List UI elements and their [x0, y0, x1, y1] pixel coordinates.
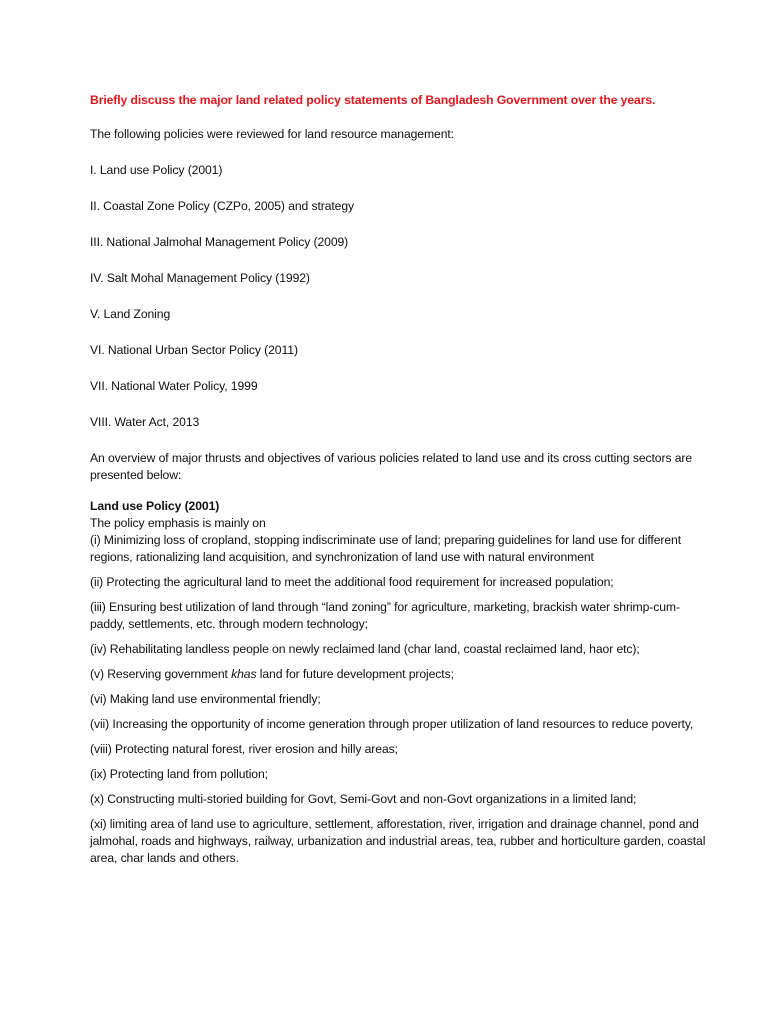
- objective-v-suffix: land for future development projects;: [256, 667, 454, 681]
- section-lead: The policy emphasis is mainly on: [90, 516, 266, 530]
- objectives-list: [90, 532, 710, 867]
- objective-i: (i) Minimizing loss of cropland, stopping indiscriminate use of land; preparing guidelines for land use for different regions, rationalizing land acquisition, and synchronization of land use with natural environment: [90, 533, 681, 564]
- policy-item-6: VI. National Urban Sector Policy (2011): [90, 343, 298, 357]
- objective-vi: (vi) Making land use environmental friendly;: [90, 692, 321, 706]
- policy-item-5: V. Land Zoning: [90, 307, 171, 321]
- overview-text: An overview of major thrusts and objectives of various policies related to land use and its cross cutting sectors are presented below:: [90, 451, 693, 482]
- objective-xi: (xi) limiting area of land use to agriculture, settlement, afforestation, river, irrigation and drainage channel, pond and jalmohal, roads and highways, railway, urbanization and industrial areas, tea, rubber and horticulture garden, coastal area, char lands and others.: [90, 817, 706, 865]
- objective-ix: (ix) Protecting land from pollution;: [90, 767, 268, 781]
- document-content: [90, 92, 710, 875]
- objective-v-italic: khas: [231, 667, 257, 681]
- objective-v: [90, 666, 710, 683]
- intro-text: The following policies were reviewed for land resource management:: [90, 127, 454, 141]
- objective-x: (x) Constructing multi-storied building for Govt, Semi-Govt and non-Govt organizations in a limited land;: [90, 792, 637, 806]
- section-title: Land use Policy (2001): [90, 499, 220, 513]
- policy-list: [90, 162, 710, 431]
- policy-item-3: III. National Jalmohal Management Policy (2009): [90, 235, 349, 249]
- objective-vii: (vii) Increasing the opportunity of income generation through proper utilization of land resources to reduce poverty,: [90, 717, 694, 731]
- question-heading: Briefly discuss the major land related policy statements of Bangladesh Government over the years.: [90, 93, 656, 107]
- policy-item-8: VIII. Water Act, 2013: [90, 415, 200, 429]
- policy-item-7: VII. National Water Policy, 1999: [90, 379, 258, 393]
- objective-viii: (viii) Protecting natural forest, river erosion and hilly areas;: [90, 742, 398, 756]
- objective-ii: (ii) Protecting the agricultural land to meet the additional food requirement for increased population;: [90, 575, 614, 589]
- objective-iv: (iv) Rehabilitating landless people on newly reclaimed land (char land, coastal reclaimed land, haor etc);: [90, 642, 640, 656]
- policy-item-1: I. Land use Policy (2001): [90, 163, 223, 177]
- objective-v-prefix: (v) Reserving government: [90, 667, 232, 681]
- policy-item-4: IV. Salt Mohal Management Policy (1992): [90, 271, 310, 285]
- objective-iii: (iii) Ensuring best utilization of land through “land zoning” for agriculture, marketing, brackish water shrimp-cum-paddy, settlements, etc. through modern technology;: [90, 600, 680, 631]
- policy-item-2: II. Coastal Zone Policy (CZPo, 2005) and strategy: [90, 199, 355, 213]
